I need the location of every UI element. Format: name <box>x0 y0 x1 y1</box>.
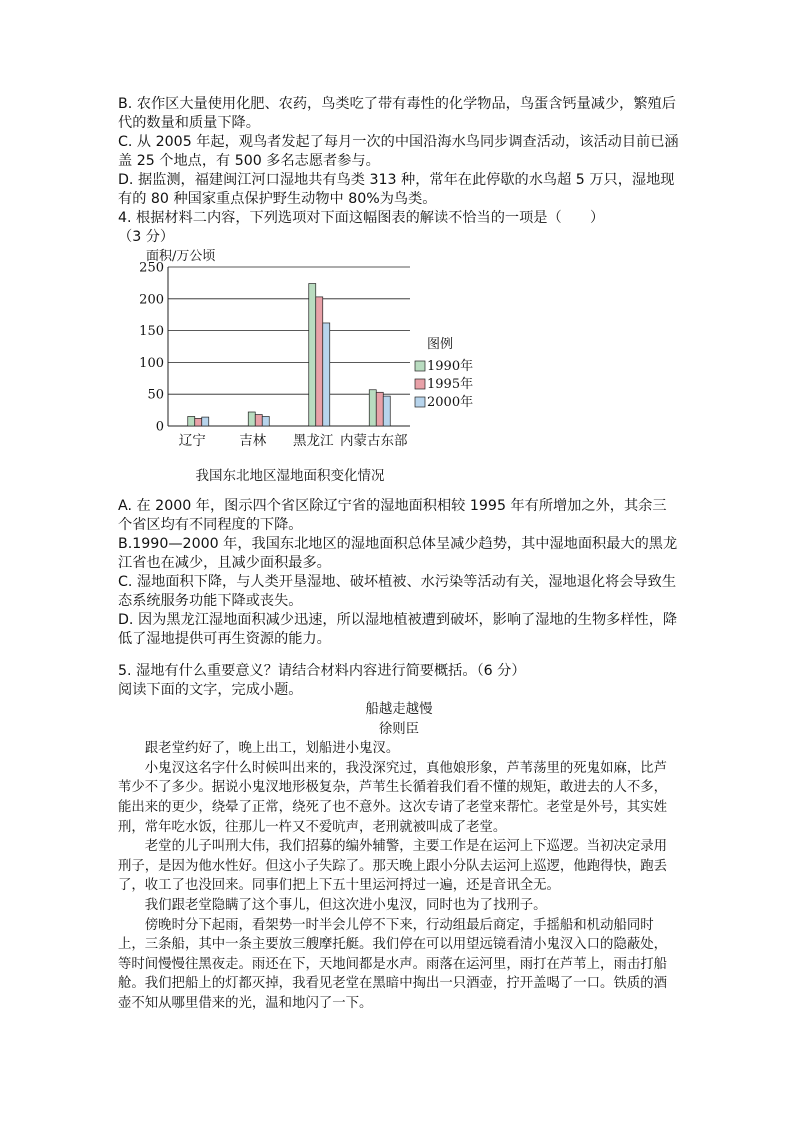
y-tick-label: 50 <box>147 387 164 403</box>
question-5: 5. 湿地有什么重要意义？请结合材料内容进行简要概括。（6 分） <box>118 663 526 679</box>
option-q4-b: B.1990—2000 年，我国东北地区的湿地面积总体呈减少趋势，其中湿地面积最大的黑龙江省也在减少，且减少面积最多。 <box>118 536 678 571</box>
bar <box>316 297 323 426</box>
option-q3-d: D. 据监测，福建闽江河口湿地共有鸟类 313 种，常年在此停歇的水鸟超 5 万只，湿地现有的 80 种国家重点保护野生动物中 80%为鸟类。 <box>118 172 675 207</box>
option-q4-c: C. 湿地面积下降，与人类开垦湿地、破坏植被、水污染等活动有关，湿地退化将会导致生态系统服务功能下降或丧失。 <box>118 574 677 609</box>
y-tick-label: 0 <box>155 419 164 435</box>
legend-label: 2000年 <box>427 395 474 410</box>
exam-page <box>118 95 680 1014</box>
option-q4-a: A. 在 2000 年，图示四个省区除辽宁省的湿地面积相较 1995 年有所增加之外，其余三个省区均有不同程度的下降。 <box>118 498 667 533</box>
story-paragraph: 我们跟老堂隐瞒了这个事儿，但这次进小鬼汊，同时也为了找刑子。 <box>144 897 547 913</box>
y-tick-label: 100 <box>139 355 164 371</box>
question-4-score: （3 分） <box>118 229 175 245</box>
bar <box>323 323 330 426</box>
question-4-stem: 4. 根据材料二内容，下列选项对下面这幅图表的解读不恰当的一项是（ ） <box>118 210 605 226</box>
bar <box>202 417 209 426</box>
legend-title: 图例 <box>427 337 454 352</box>
y-tick-label: 250 <box>139 260 164 276</box>
chart-svg <box>118 247 680 497</box>
bar <box>369 390 376 426</box>
chart-caption: 我国东北地区湿地面积变化情况 <box>195 468 385 484</box>
story-author: 徐则臣 <box>378 721 420 737</box>
story-paragraph: 老堂的儿子叫刑大伟，我们招募的编外辅警，主要工作是在运河上下巡逻。当初决定录用刑子，是因为他水性好。但这小子失踪了。那天晚上跟小分队去运河上巡逻，他跑得快，跑丢了，收工了也没回来。同事们把上下五十里运河捋过一遍，还是音讯全无。 <box>118 839 668 894</box>
bar <box>376 392 383 426</box>
bar <box>262 416 269 426</box>
bar <box>309 284 316 426</box>
y-tick-label: 200 <box>139 292 164 308</box>
story-title: 船越走越慢 <box>365 702 433 717</box>
legend-label: 1995年 <box>427 377 474 392</box>
legend-swatch <box>415 361 425 371</box>
y-axis-label: 面积/万公顷 <box>146 249 216 264</box>
bar <box>255 415 262 426</box>
x-tick-label: 辽宁 <box>178 433 206 449</box>
legend-swatch <box>415 397 425 407</box>
reading-intro: 阅读下面的文字，完成小题。 <box>118 682 303 698</box>
legend-label: 1990年 <box>427 359 474 374</box>
x-tick-label: 黑龙江 <box>293 433 334 449</box>
story-paragraph: 傍晚时分下起雨，看架势一时半会儿停不下来，行动组最后商定，手摇船和机动船同时上，三条船，其中一条主要放三艘摩托艇。我们停在可以用望远镜看清小鬼汊入口的隐蔽处，等时间慢慢往黑夜走。雨还在下，天地间都是水声。雨落在运河里，雨打在芦苇上，雨击打船舱。我们把船上的灯都灭掉，我看见老堂在黑暗中掏出一只酒壶，拧开盖喝了一口。铁质的酒壶不知从哪里借来的光，温和地闪了一下。 <box>118 917 668 1011</box>
option-q3-c: C. 从 2005 年起，观鸟者发起了每月一次的中国沿海水鸟同步调查活动，该活动目前已涵盖 25 个地点，有 500 多名志愿者参与。 <box>118 134 679 169</box>
story-paragraph: 跟老堂约好了，晚上出工，划船进小鬼汊。 <box>144 741 400 757</box>
wetland-area-chart <box>118 247 680 497</box>
option-q4-d: D. 因为黑龙江湿地面积减少迅速，所以湿地植被遭到破坏，影响了湿地的生物多样性，降低了湿地提供可再生资源的能力。 <box>118 612 678 647</box>
bar <box>195 418 202 426</box>
legend-swatch <box>415 379 425 389</box>
bar <box>188 416 195 426</box>
y-tick-label: 150 <box>139 324 164 340</box>
bar <box>248 412 255 426</box>
bar <box>383 396 390 426</box>
option-q3-b: B. 农作区大量使用化肥、农药，鸟类吃了带有毒性的化学物品，鸟蛋含钙量减少，繁殖后代的数量和质量下降。 <box>118 96 676 131</box>
x-tick-label: 吉林 <box>239 433 267 449</box>
story-paragraph: 小鬼汊这名字什么时候叫出来的，我没深究过，真他娘形象，芦苇荡里的死鬼如麻，比芦苇少不了多少。据说小鬼汊地形极复杂，芦苇生长循着我们看不懂的规矩，敢进去的人不多，能出来的更少，绕晕了正常，绕死了也不意外。这次专请了老堂来帮忙。老堂是外号，其实姓刑，常年吃水饭，往那儿一杵又不爱吭声，老刑就被叫成了老堂。 <box>118 760 668 835</box>
x-tick-label: 内蒙古东部 <box>340 433 408 449</box>
